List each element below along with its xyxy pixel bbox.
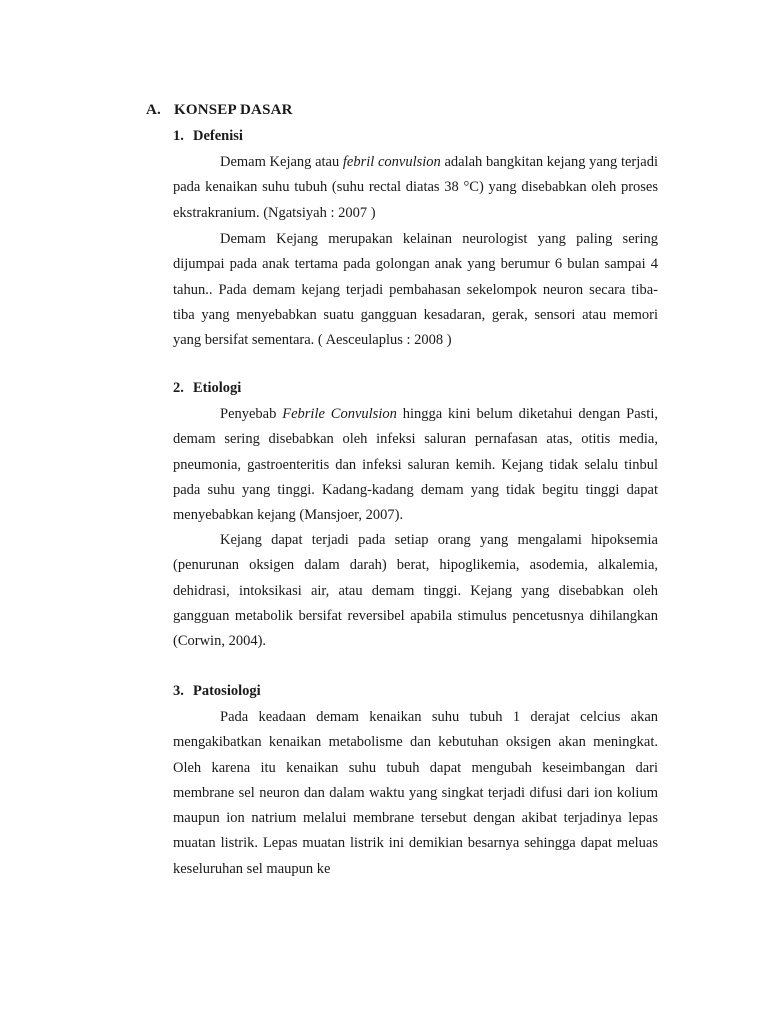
paragraph (173, 402, 658, 528)
paragraph-italic-term: febril convulsion (342, 154, 441, 170)
main-heading (146, 102, 293, 119)
section-heading-etiologi (173, 380, 241, 397)
paragraph-text: adalah bangkitan kejang yang terjadi pada kenaikan suhu tubuh (suhu rectal diatas 38 °C) yang disebabkan oleh proses ekstrakranium. (Ngatsiyah : 2007 ) (173, 154, 658, 221)
section-heading-patosiologi (173, 683, 261, 700)
paragraph (173, 150, 658, 226)
section-title: Defenisi (193, 128, 243, 144)
paragraph: Kejang dapat terjadi pada setiap orang yang mengalami hipoksemia (penurunan oksigen dalam darah) berat, hipoglikemia, asodemia, alkalemia, dehidrasi, intoksikasi air, atau demam tinggi. Kejang yang disebabkan oleh gangguan metabolik bersifat reversibel apabila stimulus pencetusnya dihilangkan (Corwin, 2004). (173, 532, 658, 650)
paragraph: Pada keadaan demam kenaikan suhu tubuh 1 derajat celcius akan mengakibatkan kenaikan metabolisme dan kebutuhan oksigen akan meningkat. Oleh karena itu kenaikan suhu tubuh dapat mengubah keseimbangan dari membrane sel neuron dan dalam waktu yang singkat terjadi difusi dari ion kolium maupun ion natrium melalui membrane tersebut dengan akibat terjadinya lepas muatan listrik. Lepas muatan listrik ini demikian besarnya sehingga dapat meluas keseluruhan sel maupun ke (173, 709, 658, 877)
main-heading-title: KONSEP DASAR (174, 102, 293, 118)
section-number: 1. (173, 128, 184, 144)
paragraph-text: hingga kini belum diketahui dengan Pasti, demam sering disebabkan oleh infeksi saluran pernafasan atas, otitis media, pneumonia, gastroenteritis dan infeksi saluran kemih. Kejang tidak selalu tinbul pada suhu yang tinggi. Kadang-kadang demam yang tidak begitu tinggi dapat menyebabkan kejang (Mansjoer, 2007). (173, 406, 658, 524)
section-number: 3. (173, 683, 184, 699)
section-number: 2. (173, 380, 184, 396)
paragraph: Demam Kejang merupakan kelainan neurologist yang paling sering dijumpai pada anak tertama pada golongan anak yang berumur 6 bulan sampai 4 tahun.. Pada demam kejang terjadi pembahasan sekelompok neuron secara tiba-tiba yang menyebabkan suatu gangguan kesadaran, gerak, sensori atau memori yang bersifat sementara. ( Aesceulaplus : 2008 ) (173, 231, 658, 349)
section-title: Etiologi (193, 380, 242, 396)
section-heading-defenisi (173, 128, 243, 145)
section-title: Patosiologi (193, 683, 261, 699)
paragraph-text: Demam Kejang atau (220, 154, 343, 170)
paragraph-italic-term: Febrile Convulsion (282, 406, 397, 422)
paragraph-text: Penyebab (220, 406, 283, 422)
main-heading-number: A. (146, 102, 161, 118)
